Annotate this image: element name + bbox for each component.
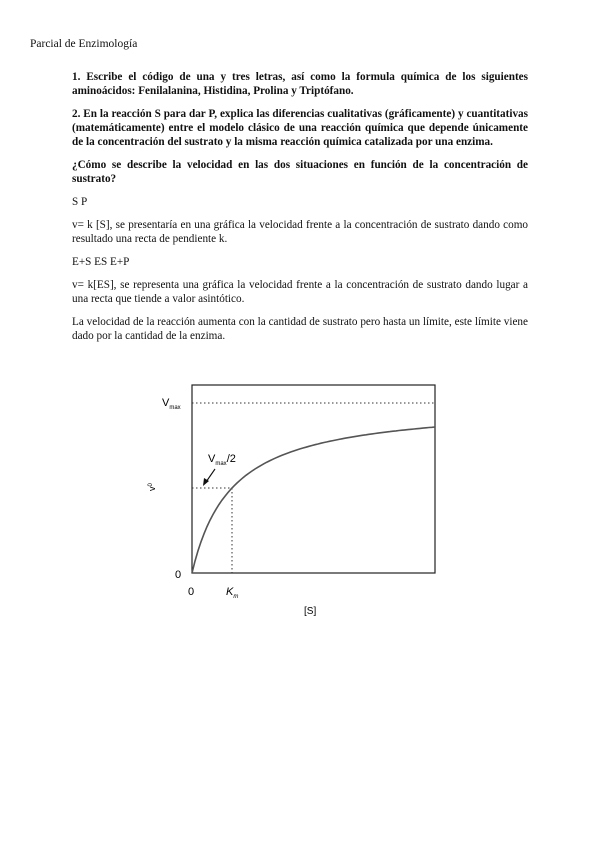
- x-axis-label: [S]: [304, 606, 317, 617]
- half-vmax-label: $V_{max}/2$: [208, 453, 236, 467]
- origin-y-label: 0: [175, 569, 182, 581]
- question-2: 2. En la reacción S para dar P, explica las diferencias cualitativas (gráficamente) y cuantitativas (matemáticamente) entre el modelo clásico de una reacción química que depende únicamente de la concentración del sustrato y la misma reacción química catalizada por una enzima.: [72, 108, 528, 148]
- origin-x-label: 0: [188, 586, 195, 598]
- reaction-simple: S P: [72, 196, 88, 208]
- document-body: [72, 70, 528, 352]
- question-1: 1. Escribe el código de una y tres letras, así como la formula química de los siguientes aminoácidos: Fenilalanina, Histidina, Prolina y Triptófano.: [72, 71, 528, 97]
- question-velocity: ¿Cómo se describe la velocidad en las dos situaciones en función de la concentración de sustrato?: [72, 159, 528, 185]
- reaction-enzymatic: E+S ES E+P: [72, 256, 130, 268]
- answer-enzymatic: v= k[ES], se representa una gráfica la velocidad frente a la concentración de sustrato dando lugar a una recta que tiende a valor asintótico.: [72, 279, 528, 305]
- rate-curve: [192, 427, 435, 573]
- vmax-label: $V_{max}$: [162, 397, 181, 411]
- answer-simple: v= k [S], se presentaría en una gráfica la velocidad frente a la concentración de sustrato dando como resultado una recta de pendiente k.: [72, 219, 528, 245]
- michaelis-menten-graph: [147, 385, 450, 625]
- km-label: $K_m$: [226, 586, 239, 600]
- page-header: Parcial de Enzimología: [30, 38, 138, 50]
- answer-conclusion: La velocidad de la reacción aumenta con la cantidad de sustrato pero hasta un límite, este límite viene dado por la cantidad de la enzima.: [72, 316, 528, 342]
- y-axis-label: $v^0$: [147, 483, 157, 491]
- michaelis-menten-plot: [147, 385, 450, 625]
- plot-frame: [192, 385, 435, 573]
